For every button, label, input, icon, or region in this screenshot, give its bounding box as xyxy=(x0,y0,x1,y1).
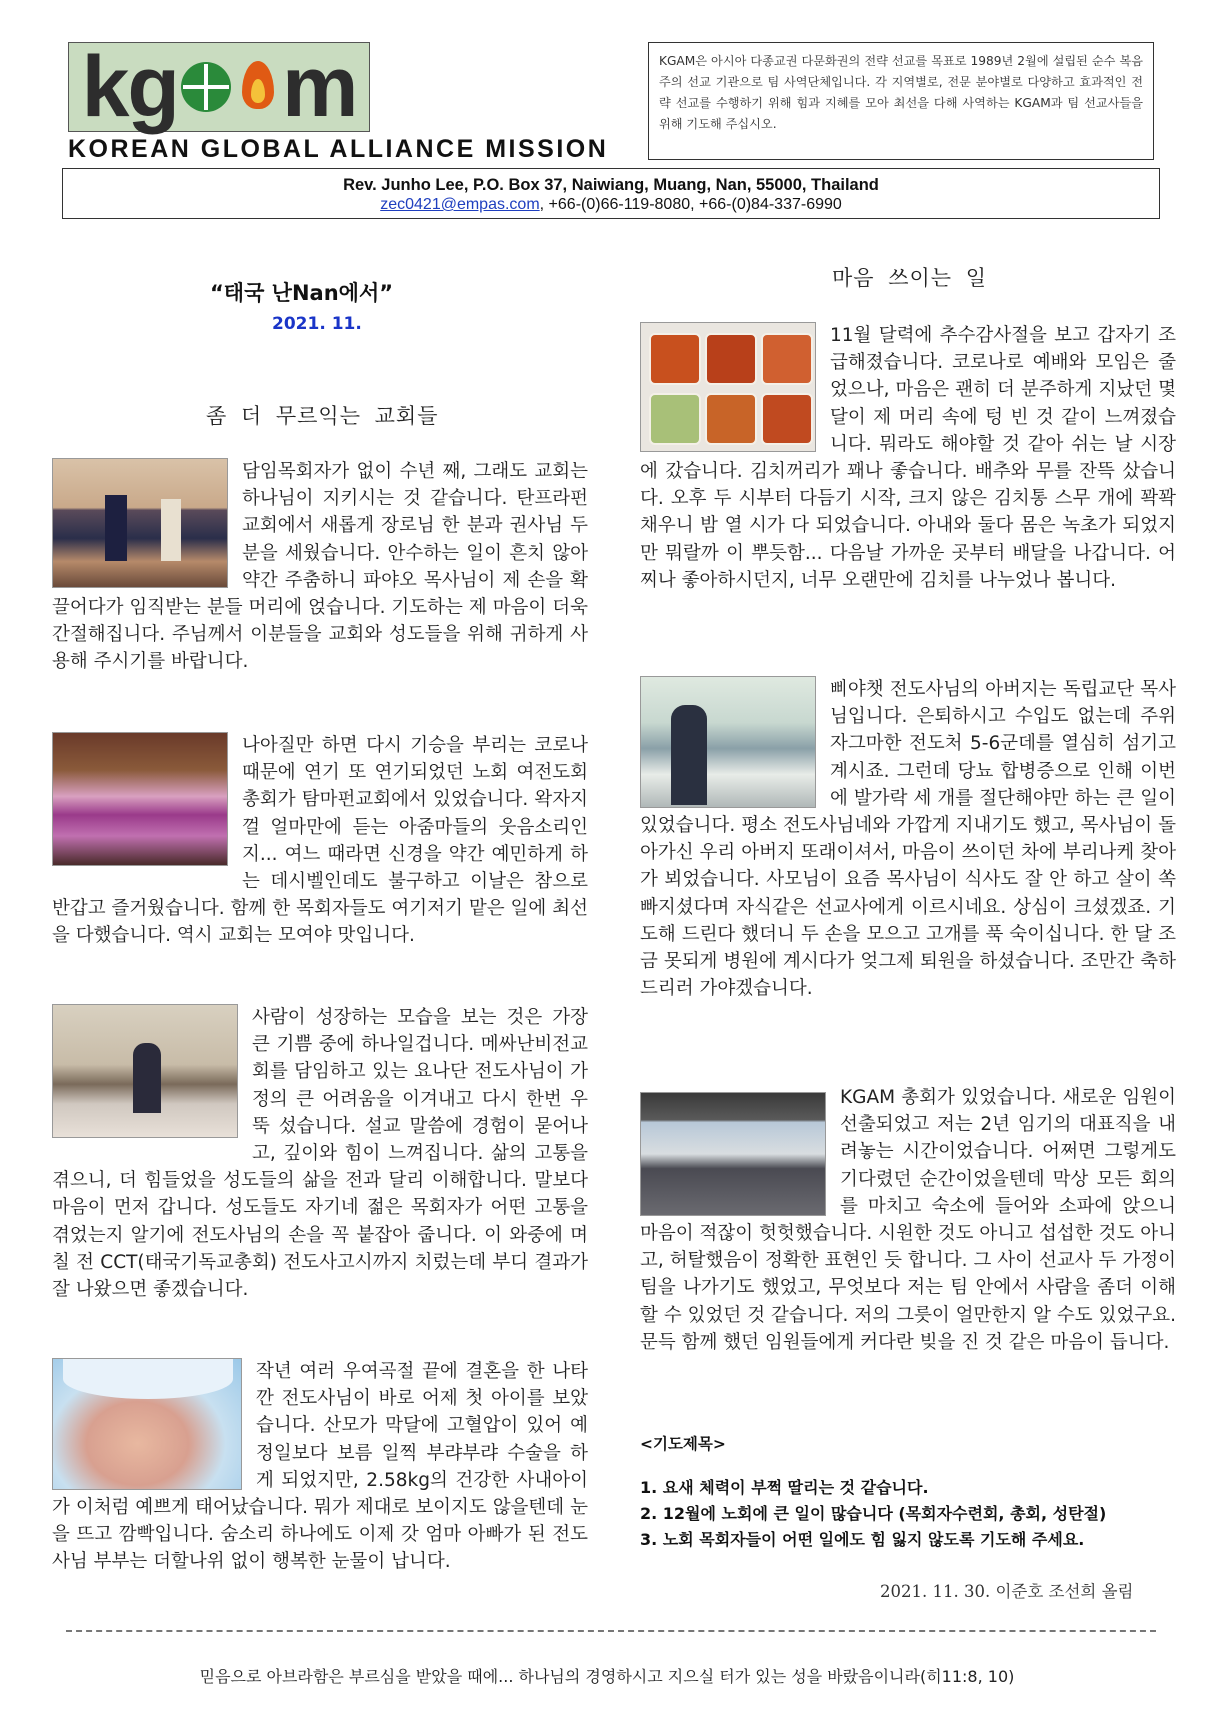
logo-text-kg: kg xyxy=(81,39,178,135)
preaching-photo xyxy=(52,1004,238,1138)
kgam-assembly-photo xyxy=(640,1092,826,1216)
contact-box xyxy=(62,168,1160,219)
newsletter-title: “태국 난Nan에서” xyxy=(210,281,394,305)
logo-text-m: m xyxy=(281,39,357,135)
article-text: 담임목회자가 없이 수년 째, 그래도 교회는 하나님이 지키시는 것 같습니다. 탄프라펀교회에서 새롭게 장로님 한 분과 권사님 두 분을 세웠습니다. 안수하는 일이 흔치 않아 약간 주춤하니 파야오 목사님이 제 손을 확 끌어다가 임직받는 분들 머리에 얹습니다. 기도하는 제 마음이 더욱 간절해집니다. 주님께서 이분들을 교회와 성도들을 위해 귀하게 사용해 주시기를 바랍니다. xyxy=(52,461,588,673)
hospital-visit-photo xyxy=(640,676,816,808)
left-section-title: 좀 더 무르익는 교회들 xyxy=(206,404,439,428)
postal-address: Rev. Junho Lee, P.O. Box 37, Naiwiang, Muang, Nan, 55000, Thailand xyxy=(343,176,879,194)
article-text: 사람이 성장하는 모습을 보는 것은 가장 큰 기쁨 중에 하나일겁니다. 메싸난비전교회를 담임하고 있는 요나단 전도사님이 가정의 큰 어려움을 이겨내고 다시 한번 우뚝 섰습니다. 설교 말씀에 경험이 묻어나고, 깊이와 힘이 느껴집니다. 삶의 고통을 겪으니, 더 힘들었을 성도들의 삶을 전과 달리 이해합니다. 말보다 마음이 먼저 갑니다. 성도들도 자기네 젊은 목회자가 어떤 고통을 겪었는지 알기에 전도사님의 손을 꼭 붙잡아 줍니다. 이 와중에 며칠 전 CCT(태국기독교총회) 전도사고시까지 치렀는데 부디 결과가 잘 나왔으면 좋겠습니다. xyxy=(52,1007,588,1301)
flame-icon xyxy=(236,59,280,115)
newsletter-date: 2021. 11. xyxy=(272,314,362,334)
article-text: 11월 달력에 추수감사절을 보고 갑자기 조급해졌습니다. 코로나로 예배와 모임은 줄었으나, 마음은 괜히 더 분주하게 지났던 몇 달이 제 머리 속에 텅 빈 것 같이 느껴졌습니다. 뭐라도 해야할 것 같아 쉬는 날 시장에 갔습니다. 김치꺼리가 꽤나 좋습니다. 배추와 무를 잔뜩 샀습니다. 오후 두 시부터 다듬기 시작, 크지 않은 김치통 스무 개에 꽉꽉 채우니 밤 열 시가 다 되었습니다. 아내와 둘다 몸은 녹초가 되었지만 뭐랄까 이 뿌듯함... 다음날 가까운 곳부터 배달을 나갑니다. 어찌나 좋아하시던지, 너무 오랜만에 김치를 나누었나 봅니다. xyxy=(640,325,1176,591)
email-link[interactable]: zec0421@empas.com xyxy=(380,196,540,213)
article-kgam-assembly xyxy=(640,1084,1176,1356)
ordination-photo xyxy=(52,458,228,588)
article-preaching xyxy=(52,1004,588,1303)
footer-verse: 믿음으로 아브라함은 부르심을 받았을 때에... 하나님의 경영하시고 지으실 터가 있는 성을 바랐음이니라(히11:8, 10) xyxy=(199,1667,1015,1686)
article-text: 삐야챗 전도사님의 아버지는 독립교단 목사님입니다. 은퇴하시고 수입도 없는데 주위 자그마한 전도처 5-6군데를 열심히 섬기고 계시죠. 그런데 당뇨 합병증으로 인해 이번에 발가락 세 개를 절단해야만 하는 큰 일이 있었습니다. 평소 전도사님네와 가깝게 지내기도 했고, 목사님이 돌아가신 우리 아버지 또래이셔서, 마음이 쓰이던 차에 부리나케 찾아가 뵈었습니다. 사모님이 요즘 목사님이 식사도 잘 안 하고 살이 쏙 빠지셨다며 자식같은 선교사에게 이르시네요. 상심이 크셨겠죠. 기도해 드린다 했더니 두 손을 모으고 고개를 푹 숙이십니다. 한 달 조금 못되게 병원에 계시다가 엊그제 퇴원을 하셨습니다. 조만간 축하드리러 가야겠습니다. xyxy=(640,679,1176,1000)
article-kimchi xyxy=(640,322,1176,594)
article-text: 작년 여러 우여곡절 끝에 결혼을 한 나타깐 전도사님이 바로 어제 첫 아이를 보았습니다. 산모가 막달에 고혈압이 있어 예정일보다 보름 일찍 부랴부랴 수술을 하게 되었지만, 2.58kg의 건강한 사내아이가 이처럼 예쁘게 태어났습니다. 뭐가 제대로 보이지도 않을텐데 눈을 뜨고 깜빡입니다. 숨소리 하나에도 이제 갓 엄마 아빠가 된 전도사님 부부는 더할나위 없이 행복한 눈물이 납니다. xyxy=(52,1361,588,1573)
signature: 2021. 11. 30. 이준호 조선희 올림 xyxy=(880,1582,1134,1601)
article-newborn xyxy=(52,1358,588,1576)
prayer-list xyxy=(640,1475,1106,1553)
prayer-item: 2. 12월에 노회에 큰 일이 많습니다 (목회자수련회, 총회, 성탄절) xyxy=(640,1504,1107,1523)
article-womens-assembly xyxy=(52,732,588,950)
phone-numbers: , +66-(0)66-119-8080, +66-(0)84-337-6990 xyxy=(539,196,842,213)
article-text: 나아질만 하면 다시 기승을 부리는 코로나 때문에 연기 또 연기되었던 노회 여전도회 총회가 탐마펀교회에서 있었습니다. 왁자지껄 얼마만에 듣는 아줌마들의 웃음소리인지... 여느 때라면 신경을 약간 예민하게 하는 데시벨인데도 불구하고 이날은 참으로 반갑고 즐거웠습니다. 함께 한 목회자들도 여기저기 맡은 일에 최선을 다했습니다. 역시 교회는 모여야 맛입니다. xyxy=(52,735,588,947)
prayer-item: 3. 노회 목회자들이 어떤 일에도 힘 잃지 않도록 기도해 주세요. xyxy=(640,1530,1085,1549)
prayer-title: <기도제목> xyxy=(640,1435,726,1453)
right-section-title: 마음 쓰이는 일 xyxy=(832,266,988,290)
kgam-logo xyxy=(68,39,370,135)
contact-line xyxy=(63,195,1159,214)
newborn-photo xyxy=(52,1358,242,1490)
article-hospital-visit xyxy=(640,676,1176,1002)
organization-name: KOREAN GLOBAL ALLIANCE MISSION xyxy=(68,135,609,163)
article-text: KGAM 총회가 있었습니다. 새로운 임원이 선출되었고 저는 2년 임기의 대표직을 내려놓는 시간이었습니다. 어쩌면 그렇게도 기다렸던 순간이었을텐데 막상 모든 회의를 마치고 숙소에 들어와 소파에 앉으니 마음이 적잖이 헛헛했습니다. 시원한 것도 아니고 섭섭한 것도 아니고, 허탈했음이 정확한 표현인 듯 합니다. 그 사이 선교사 두 가정이 팀을 나가기도 했었고, 무엇보다 저는 팀 안에서 사람을 좀더 이해할 수 있었던 것 같습니다. 저의 그릇이 얼만한지 알 수도 있었구요. 문득 함께 했던 임원들에게 커다란 빚을 진 것 같은 마음이 듭니다. xyxy=(640,1087,1176,1353)
organization-intro: KGAM은 아시아 다종교권 다문화권의 전략 선교를 목표로 1989년 2월에 설립된 순수 복음주의 선교 기관으로 팀 사역단체입니다. 각 지역별로, 전문 분야별로 다양하고 효과적인 전략 선교를 수행하기 위해 힘과 지혜를 모아 최선을 다해 사역하는 KGAM과 팀 선교사들을 위해 기도해 주십시오. xyxy=(648,42,1154,160)
kimchi-photo xyxy=(640,322,816,452)
article-ordination xyxy=(52,458,588,676)
footer-divider xyxy=(66,1630,1156,1632)
globe-icon xyxy=(181,62,231,112)
prayer-item: 1. 요새 체력이 부쩍 딸리는 것 같습니다. xyxy=(640,1478,929,1497)
womens-assembly-photo xyxy=(52,732,228,866)
